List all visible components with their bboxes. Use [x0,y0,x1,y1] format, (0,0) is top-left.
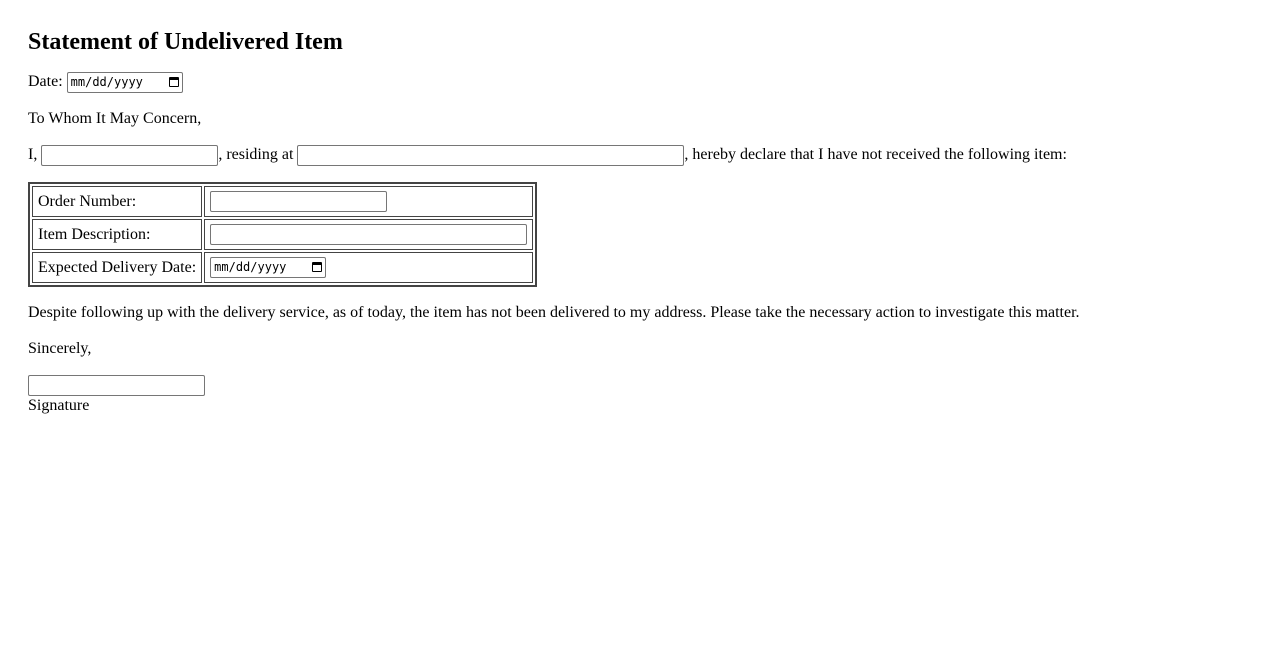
signature-block [28,375,1250,416]
table-row [32,252,533,283]
signature-label: Signature [28,397,90,414]
item-description-input[interactable] [210,224,527,245]
expected-delivery-date-label: Expected Delivery Date: [32,252,202,283]
expected-delivery-date-input[interactable] [210,257,326,278]
declaration-suffix: , hereby declare that I have not received the following item: [684,146,1067,164]
item-table [28,182,537,287]
signature-input[interactable] [28,375,205,396]
date-placeholder: mm/dd/yyyy [70,75,143,89]
expected-delivery-date-cell [204,252,533,283]
body-text: Despite following up with the delivery service, as of today, the item has not been delivered to my address. Please take the necessary action to investigate this matter. [28,304,1080,321]
date-input[interactable] [67,72,183,93]
order-number-input[interactable] [210,191,387,212]
order-number-cell [204,186,533,217]
name-input[interactable] [41,145,218,166]
item-description-label: Item Description: [32,219,202,250]
declaration-mid: , residing at [218,146,294,164]
declaration-prefix: I, [28,146,38,164]
closing: Sincerely, [28,340,92,357]
item-description-cell [204,219,533,250]
page-title: Statement of Undelivered Item [28,29,343,55]
table-row [32,186,533,217]
table-row [32,219,533,250]
salutation: To Whom It May Concern, [28,110,202,127]
calendar-icon[interactable] [169,77,179,87]
date-label: Date: [28,73,63,91]
order-number-label: Order Number: [32,186,202,217]
declaration-row [28,145,1250,166]
address-input[interactable] [297,145,684,166]
calendar-icon[interactable] [312,262,322,272]
expected-delivery-date-placeholder: mm/dd/yyyy [214,260,287,274]
date-row [28,72,1250,93]
